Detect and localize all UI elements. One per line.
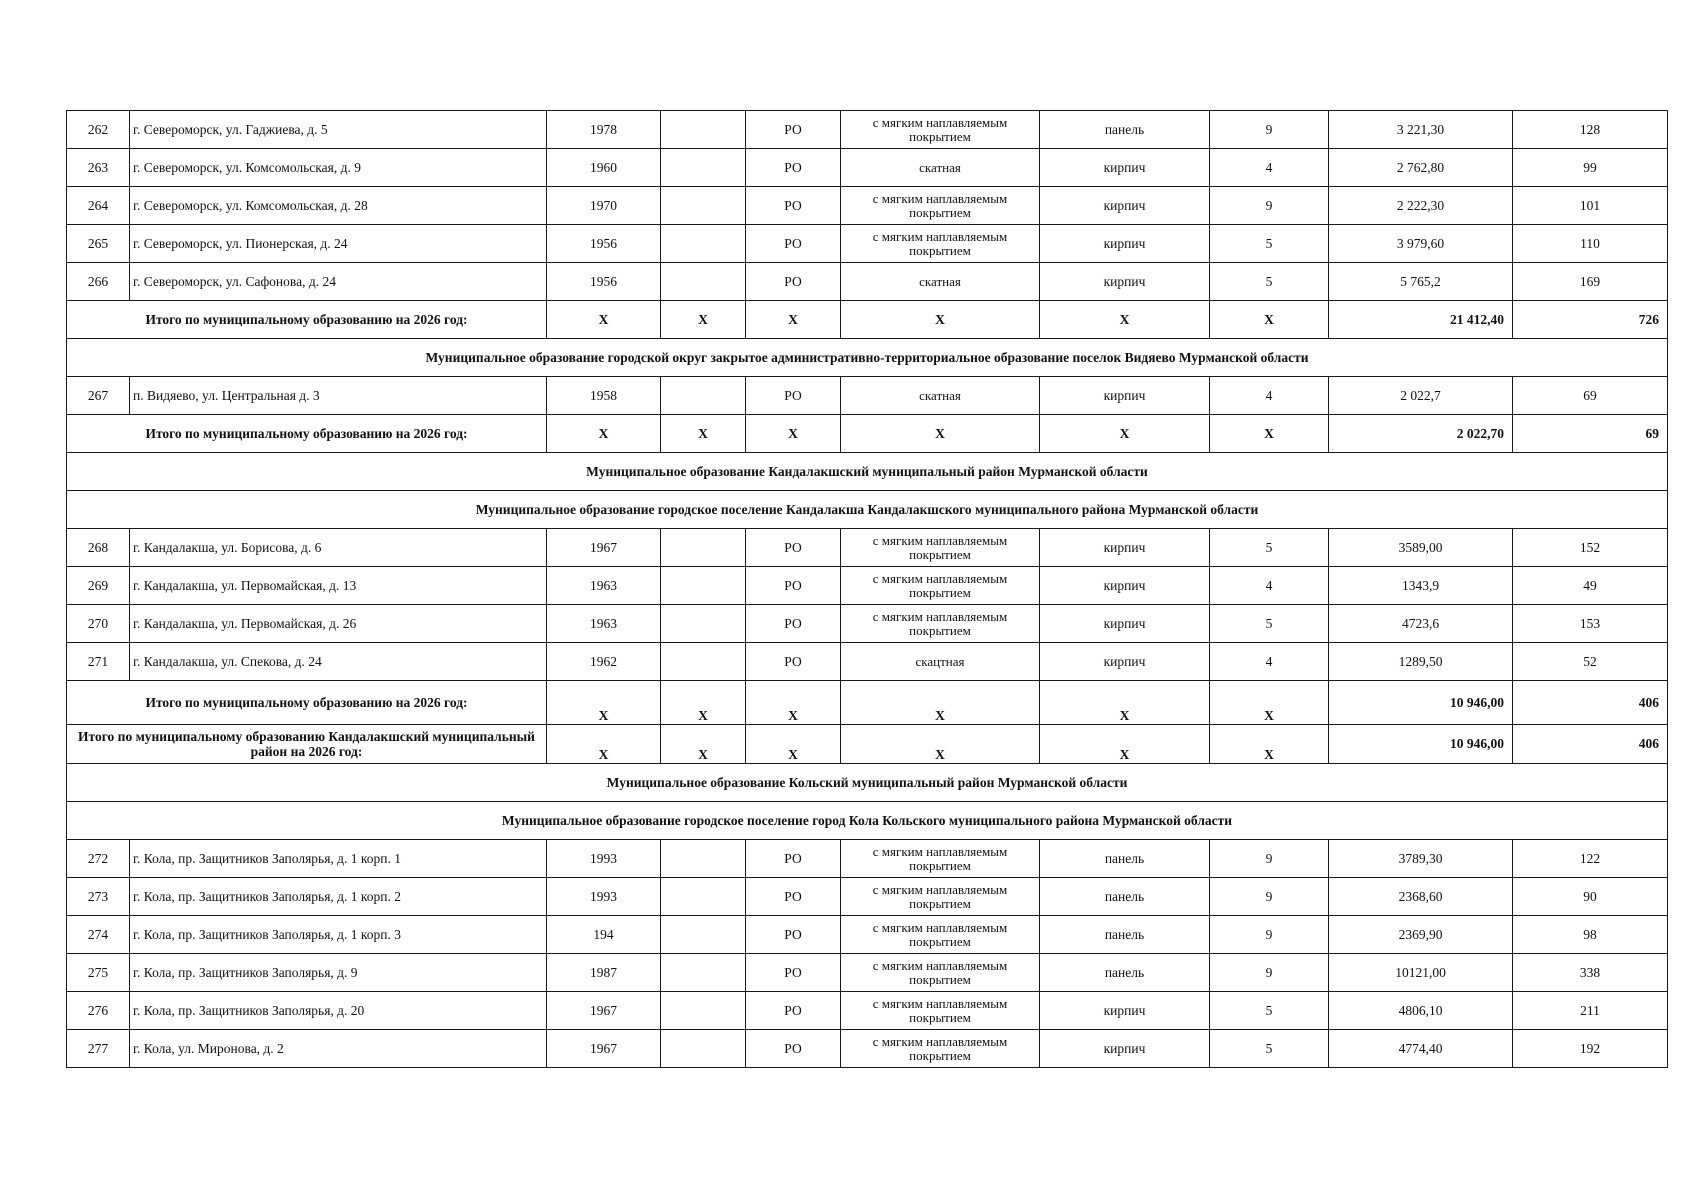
x-mark: Х (1040, 681, 1210, 725)
address-cell: г. Кандалакша, ул. Спекова, д. 24 (130, 643, 547, 681)
floors-cell: 9 (1210, 187, 1329, 225)
wall-material-cell: кирпич (1040, 225, 1210, 263)
x-mark: Х (841, 681, 1040, 725)
address-cell: г. Североморск, ул. Комсомольская, д. 9 (130, 149, 547, 187)
x-mark: Х (661, 681, 746, 725)
row-number: 266 (67, 263, 130, 301)
x-mark: Х (661, 725, 746, 764)
fund-cell: РО (746, 263, 841, 301)
fund-cell: РО (746, 605, 841, 643)
residents-cell: 49 (1513, 567, 1668, 605)
year-cell: 1956 (547, 263, 661, 301)
x-mark: Х (661, 301, 746, 339)
section-header-title: Муниципальное образование Кольский муниципальный район Мурманской области (67, 764, 1668, 802)
roof-cell: скатная (841, 149, 1040, 187)
x-mark: Х (1210, 301, 1329, 339)
floors-cell: 5 (1210, 1030, 1329, 1068)
area-cell: 10121,00 (1329, 954, 1513, 992)
table-row (67, 187, 1668, 225)
roof-cell: с мягким наплавляемым покрытием (841, 111, 1040, 149)
address-cell: г. Кандалакша, ул. Первомайская, д. 13 (130, 567, 547, 605)
subsection-header (67, 802, 1668, 840)
wall-material-cell: кирпич (1040, 263, 1210, 301)
address-cell: г. Кола, ул. Миронова, д. 2 (130, 1030, 547, 1068)
roof-cell: скатная (841, 377, 1040, 415)
row-number: 264 (67, 187, 130, 225)
floors-cell: 5 (1210, 529, 1329, 567)
x-mark: Х (1210, 725, 1329, 764)
empty-cell (661, 954, 746, 992)
year-cell: 194 (547, 916, 661, 954)
row-number: 267 (67, 377, 130, 415)
empty-cell (661, 111, 746, 149)
address-cell: г. Кола, пр. Защитников Заполярья, д. 20 (130, 992, 547, 1030)
x-mark: Х (1040, 415, 1210, 453)
x-mark: Х (1040, 301, 1210, 339)
wall-material-cell: кирпич (1040, 377, 1210, 415)
address-cell: г. Североморск, ул. Сафонова, д. 24 (130, 263, 547, 301)
year-cell: 1987 (547, 954, 661, 992)
address-cell: г. Североморск, ул. Гаджиева, д. 5 (130, 111, 547, 149)
section-header-title: Муниципальное образование Кандалакшский муниципальный район Мурманской области (67, 453, 1668, 491)
floors-cell: 9 (1210, 954, 1329, 992)
table-row (67, 529, 1668, 567)
floors-cell: 5 (1210, 225, 1329, 263)
residents-cell: 69 (1513, 377, 1668, 415)
empty-cell (661, 1030, 746, 1068)
table-row (67, 1030, 1668, 1068)
total-row (67, 415, 1668, 453)
address-cell: г. Североморск, ул. Комсомольская, д. 28 (130, 187, 547, 225)
roof-cell: с мягким наплавляемым покрытием (841, 605, 1040, 643)
row-number: 276 (67, 992, 130, 1030)
area-cell: 3589,00 (1329, 529, 1513, 567)
fund-cell: РО (746, 992, 841, 1030)
total-label: Итого по муниципальному образованию Кандалакшский муниципальный район на 2026 год: (67, 725, 547, 764)
residents-cell: 211 (1513, 992, 1668, 1030)
table-row (67, 992, 1668, 1030)
area-cell: 2368,60 (1329, 878, 1513, 916)
fund-cell: РО (746, 567, 841, 605)
floors-cell: 4 (1210, 149, 1329, 187)
wall-material-cell: кирпич (1040, 1030, 1210, 1068)
table-row (67, 263, 1668, 301)
row-number: 271 (67, 643, 130, 681)
wall-material-cell: кирпич (1040, 187, 1210, 225)
address-cell: г. Североморск, ул. Пионерская, д. 24 (130, 225, 547, 263)
fund-cell: РО (746, 377, 841, 415)
residents-cell: 338 (1513, 954, 1668, 992)
wall-material-cell: панель (1040, 954, 1210, 992)
wall-material-cell: панель (1040, 878, 1210, 916)
residents-cell: 101 (1513, 187, 1668, 225)
total-residents: 406 (1513, 725, 1668, 764)
x-mark: Х (547, 681, 661, 725)
empty-cell (661, 263, 746, 301)
x-mark: Х (1210, 415, 1329, 453)
year-cell: 1967 (547, 992, 661, 1030)
table-row (67, 149, 1668, 187)
subsection-header-title: Муниципальное образование городское поселение Кандалакша Кандалакшского муниципального района Мурманской области (67, 491, 1668, 529)
fund-cell: РО (746, 954, 841, 992)
residents-cell: 98 (1513, 916, 1668, 954)
wall-material-cell: панель (1040, 916, 1210, 954)
address-cell: п. Видяево, ул. Центральная д. 3 (130, 377, 547, 415)
table-body (67, 111, 1668, 1068)
row-number: 270 (67, 605, 130, 643)
address-cell: г. Кола, пр. Защитников Заполярья, д. 1 корп. 1 (130, 840, 547, 878)
x-mark: Х (1210, 681, 1329, 725)
table-row (67, 878, 1668, 916)
floors-cell: 9 (1210, 878, 1329, 916)
table-row (67, 377, 1668, 415)
wall-material-cell: кирпич (1040, 992, 1210, 1030)
table-row (67, 643, 1668, 681)
x-mark: Х (841, 725, 1040, 764)
fund-cell: РО (746, 529, 841, 567)
area-cell: 2369,90 (1329, 916, 1513, 954)
roof-cell: с мягким наплавляемым покрытием (841, 529, 1040, 567)
row-number: 265 (67, 225, 130, 263)
table-row (67, 605, 1668, 643)
residents-cell: 52 (1513, 643, 1668, 681)
subsection-header (67, 491, 1668, 529)
area-cell: 4723,6 (1329, 605, 1513, 643)
section-header (67, 339, 1668, 377)
wall-material-cell: панель (1040, 840, 1210, 878)
total-area: 10 946,00 (1329, 681, 1513, 725)
empty-cell (661, 377, 746, 415)
year-cell: 1967 (547, 529, 661, 567)
area-cell: 5 765,2 (1329, 263, 1513, 301)
roof-cell: с мягким наплавляемым покрытием (841, 992, 1040, 1030)
wall-material-cell: кирпич (1040, 643, 1210, 681)
residents-cell: 99 (1513, 149, 1668, 187)
empty-cell (661, 916, 746, 954)
fund-cell: РО (746, 878, 841, 916)
floors-cell: 5 (1210, 605, 1329, 643)
roof-cell: с мягким наплавляемым покрытием (841, 225, 1040, 263)
x-mark: Х (841, 415, 1040, 453)
year-cell: 1967 (547, 1030, 661, 1068)
year-cell: 1993 (547, 878, 661, 916)
total-residents: 726 (1513, 301, 1668, 339)
empty-cell (661, 643, 746, 681)
area-cell: 3 221,30 (1329, 111, 1513, 149)
fund-cell: РО (746, 149, 841, 187)
floors-cell: 5 (1210, 992, 1329, 1030)
total-area: 21 412,40 (1329, 301, 1513, 339)
address-cell: г. Кола, пр. Защитников Заполярья, д. 9 (130, 954, 547, 992)
year-cell: 1963 (547, 567, 661, 605)
x-mark: Х (746, 301, 841, 339)
row-number: 268 (67, 529, 130, 567)
area-cell: 1343,9 (1329, 567, 1513, 605)
roof-cell: с мягким наплавляемым покрытием (841, 187, 1040, 225)
residents-cell: 152 (1513, 529, 1668, 567)
row-number: 272 (67, 840, 130, 878)
row-number: 262 (67, 111, 130, 149)
x-mark: Х (841, 301, 1040, 339)
total-row (67, 301, 1668, 339)
roof-cell: скатная (841, 263, 1040, 301)
fund-cell: РО (746, 111, 841, 149)
fund-cell: РО (746, 916, 841, 954)
fund-cell: РО (746, 840, 841, 878)
fund-cell: РО (746, 643, 841, 681)
x-mark: Х (661, 415, 746, 453)
floors-cell: 9 (1210, 840, 1329, 878)
x-mark: Х (746, 681, 841, 725)
wall-material-cell: кирпич (1040, 605, 1210, 643)
floors-cell: 4 (1210, 377, 1329, 415)
roof-cell: с мягким наплавляемым покрытием (841, 878, 1040, 916)
residents-cell: 192 (1513, 1030, 1668, 1068)
total-residents: 406 (1513, 681, 1668, 725)
residents-cell: 122 (1513, 840, 1668, 878)
address-cell: г. Кандалакша, ул. Борисова, д. 6 (130, 529, 547, 567)
subsection-header-title: Муниципальное образование городское поселение город Кола Кольского муниципального района Мурманской области (67, 802, 1668, 840)
roof-cell: с мягким наплавляемым покрытием (841, 1030, 1040, 1068)
table-row (67, 111, 1668, 149)
total-label: Итого по муниципальному образованию на 2026 год: (67, 681, 547, 725)
address-cell: г. Кандалакша, ул. Первомайская, д. 26 (130, 605, 547, 643)
row-number: 277 (67, 1030, 130, 1068)
total-residents: 69 (1513, 415, 1668, 453)
residents-cell: 153 (1513, 605, 1668, 643)
roof-cell: с мягким наплавляемым покрытием (841, 916, 1040, 954)
row-number: 269 (67, 567, 130, 605)
table-row (67, 225, 1668, 263)
empty-cell (661, 878, 746, 916)
row-number: 274 (67, 916, 130, 954)
year-cell: 1963 (547, 605, 661, 643)
floors-cell: 4 (1210, 567, 1329, 605)
empty-cell (661, 840, 746, 878)
year-cell: 1993 (547, 840, 661, 878)
empty-cell (661, 605, 746, 643)
empty-cell (661, 187, 746, 225)
area-cell: 3 979,60 (1329, 225, 1513, 263)
wall-material-cell: кирпич (1040, 149, 1210, 187)
wall-material-cell: кирпич (1040, 529, 1210, 567)
table-row (67, 567, 1668, 605)
area-cell: 2 022,7 (1329, 377, 1513, 415)
floors-cell: 9 (1210, 916, 1329, 954)
x-mark: Х (746, 415, 841, 453)
section-header (67, 453, 1668, 491)
empty-cell (661, 225, 746, 263)
residents-cell: 110 (1513, 225, 1668, 263)
row-number: 273 (67, 878, 130, 916)
total-row (67, 681, 1668, 725)
section-header-title: Муниципальное образование городской округ закрытое административно-территориальное образование поселок Видяево Мурманской области (67, 339, 1668, 377)
fund-cell: РО (746, 187, 841, 225)
table-row (67, 916, 1668, 954)
area-cell: 3789,30 (1329, 840, 1513, 878)
floors-cell: 4 (1210, 643, 1329, 681)
residents-cell: 169 (1513, 263, 1668, 301)
x-mark: Х (746, 725, 841, 764)
wall-material-cell: панель (1040, 111, 1210, 149)
address-cell: г. Кола, пр. Защитников Заполярья, д. 1 корп. 3 (130, 916, 547, 954)
table-row (67, 840, 1668, 878)
roof-cell: с мягким наплавляемым покрытием (841, 567, 1040, 605)
year-cell: 1956 (547, 225, 661, 263)
year-cell: 1958 (547, 377, 661, 415)
total-area: 2 022,70 (1329, 415, 1513, 453)
empty-cell (661, 567, 746, 605)
document-sheet (66, 110, 1667, 1068)
row-number: 263 (67, 149, 130, 187)
fund-cell: РО (746, 225, 841, 263)
x-mark: Х (1040, 725, 1210, 764)
fund-cell: РО (746, 1030, 841, 1068)
area-cell: 2 222,30 (1329, 187, 1513, 225)
year-cell: 1970 (547, 187, 661, 225)
wall-material-cell: кирпич (1040, 567, 1210, 605)
area-cell: 1289,50 (1329, 643, 1513, 681)
residents-cell: 128 (1513, 111, 1668, 149)
area-cell: 2 762,80 (1329, 149, 1513, 187)
total-row (67, 725, 1668, 764)
section-header (67, 764, 1668, 802)
roof-cell: скацтная (841, 643, 1040, 681)
x-mark: Х (547, 415, 661, 453)
housing-table (66, 110, 1668, 1068)
residents-cell: 90 (1513, 878, 1668, 916)
year-cell: 1978 (547, 111, 661, 149)
table-row (67, 954, 1668, 992)
roof-cell: с мягким наплавляемым покрытием (841, 954, 1040, 992)
x-mark: Х (547, 725, 661, 764)
empty-cell (661, 149, 746, 187)
roof-cell: с мягким наплавляемым покрытием (841, 840, 1040, 878)
empty-cell (661, 529, 746, 567)
floors-cell: 9 (1210, 111, 1329, 149)
row-number: 275 (67, 954, 130, 992)
x-mark: Х (547, 301, 661, 339)
empty-cell (661, 992, 746, 1030)
total-label: Итого по муниципальному образованию на 2026 год: (67, 415, 547, 453)
area-cell: 4806,10 (1329, 992, 1513, 1030)
year-cell: 1960 (547, 149, 661, 187)
floors-cell: 5 (1210, 263, 1329, 301)
total-area: 10 946,00 (1329, 725, 1513, 764)
total-label: Итого по муниципальному образованию на 2026 год: (67, 301, 547, 339)
year-cell: 1962 (547, 643, 661, 681)
address-cell: г. Кола, пр. Защитников Заполярья, д. 1 корп. 2 (130, 878, 547, 916)
area-cell: 4774,40 (1329, 1030, 1513, 1068)
